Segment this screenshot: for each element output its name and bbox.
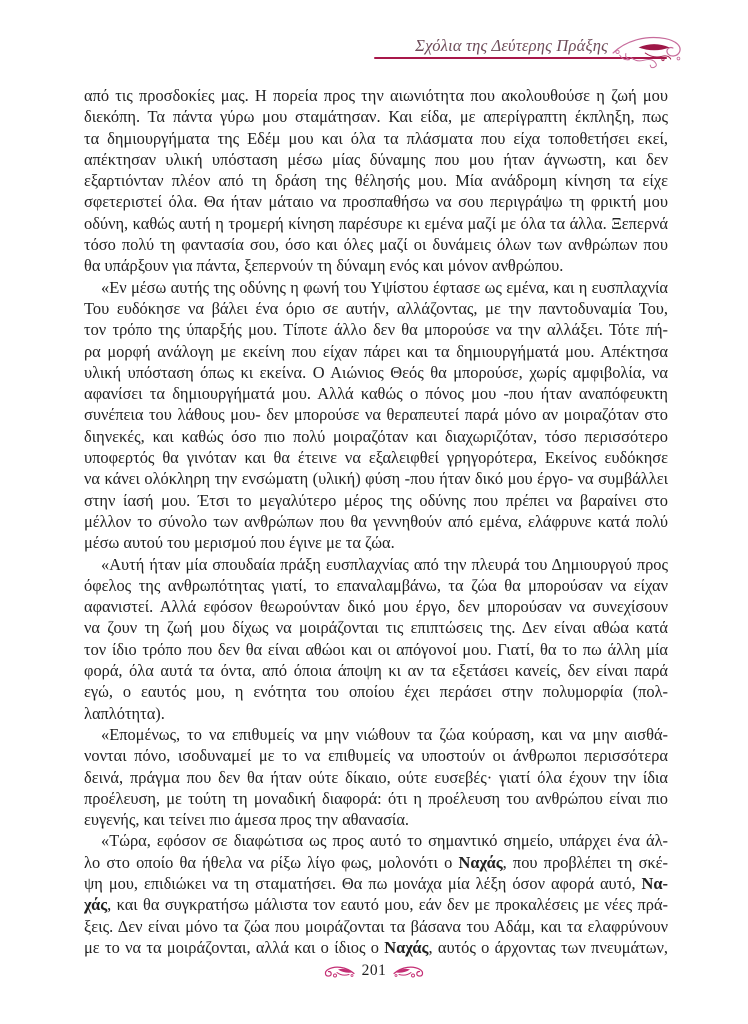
text-line: ρα μορφή ανάλογη με εκείνη που είχαν πάρει και τα δημιουργήματά μου. Απέκτησα [84,341,668,361]
text-line: να ζουν τη ζωή μου δίχως να μοιράζονται τις επιπτώσεις της. Δεν είναι αθώα κατά [84,618,668,638]
text-line: τον τρόπο της ύπαρξής μου. Τίποτε άλλο δεν θα μπορούσε να την αλλάξει. Τότε πή- [84,320,668,340]
text-line: διηνεκές, και καθώς όσο πιο πολύ μοιραζόταν και διαχωριζόταν, τόσο περισσότερο [84,426,668,446]
text-line: να κάνει ολόκληρη την ενσώματη (υλική) φύση -που ήταν δικό μου έργο- να συμβάλλει [84,469,668,489]
text-line: διεκόπη. Τα πάντα γύρω μου σταμάτησαν. Και είδα, με απερίγραπτη έκπληξη, πως [84,107,668,127]
text-line: σφετεριστεί όλα. Θα ήταν μάταιο να προσπαθήσω να σου περιγράψω τη φρικτή μου [84,192,668,212]
text-line: λαπλότητα). [84,703,165,723]
text-line: στην ίασή μου. Έτσι το μεγαλύτερο μέρος της οδύνης που πρέπει να βαραίνει στο [84,490,668,510]
page-number: 201 [361,962,387,979]
text-line: χάς, και θα συγκρατήσω μάλιστα τον εαυτό μου, εάν δεν με προκαλέσεις με νέες πρά- [84,895,668,915]
page-footer [0,958,748,984]
text-line: «Εν μέσω αυτής της οδύνης η φωνή του Υψίστου έφτασε ως εμένα, και η ευσπλαχνία [101,277,668,297]
text-line: δεινά, πράγμα που δεν θα ήταν ούτε δίκαιο, ούτε ευσεβές· γιατί όλα έχουν την ίδια [84,767,668,787]
text-line: ξεις. Δεν είναι μόνο τα ζώα που μοιράζονται τα βάσανα του Αδάμ, και τα ελαφρύνουν [84,916,668,936]
text-line: τα δημιουργήματα της Εδέμ μου και όλα τα πλάσματα που είχα τοποθετήσει εκεί, [84,128,668,148]
text-line: τόσο πολύ τη φαντασία σου, όσο και όλες μαζί οι δυνάμεις όλων των ανθρώπων που [84,235,668,255]
text-line: μέσω αυτού του μερισμού που έγινε με τα ζώα. [84,533,395,553]
footer-ornament-right-icon [393,963,425,980]
text-line: νονται πόνο, ισοδυναμεί με το να επιθυμείς να υποστούν οι άνθρωποι περισσότερα [84,746,668,766]
text-line: λο στο οποίο θα ήθελα να ρίξω λίγο φως, μολονότι ο Ναχάς, που προβλέπει τη σκέ- [84,852,669,872]
text-line: μέλλον το σύνολο των ανθρώπων που θα γεννηθούν από εμένα, ελάφρυνε κατά πολύ [84,511,668,531]
text-line: υποφερτός θα γινόταν και θα έτεινε να εξαλειφθεί γρηγορότερα, Εκείνος ευδόκησε [84,448,668,468]
text-line: τον ίδιο τρόπο που δεν θα είναι αθώοι και οι απόγονοί μου. Γιατί, θα το πω άλλη μία [84,639,668,659]
text-line: «Επομένως, το να επιθυμείς να μην νιώθουν τα ζώα κούραση, και να μην αισθά- [101,724,668,744]
text-line: προέλευση, με τούτη τη μοναδική διαφορά: ότι η προέλευση του ανθρώπου είναι πιο [84,788,668,808]
footer-ornament-left-icon [323,963,355,980]
header-flourish-ornament-icon [612,27,684,69]
text-line: φορά, όλα αυτά τα όντα, από όποια άποψη κι αν τα εξετάσει κανείς, δεν είναι παρά [84,661,668,681]
text-line: «Αυτή ήταν μία σπουδαία πράξη ευσπλαχνίας από την πλευρά του Δημιουργού προς [101,554,668,574]
text-line: οδύνη, καθώς αυτή η τρομερή κίνηση παρέσυρε κι εμένα μαζί με όλα τα άλλα. Ξεπερνά [84,213,668,233]
text-line: εξαρτιόνταν πλέον από τη δράση της θέλησής μου. Μία ανάδρομη κίνηση τα είχε [84,171,668,191]
running-header-title: Σχόλια της Δεύτερης Πράξης [415,36,608,55]
text-line: Του ευδόκησε να βάλει ένα όριο σε αυτήν, αλλάζοντας, με την παντοδυναμία Του, [84,298,668,318]
text-line: όφελος της ανθρωπότητας γιατί, το επαναλαμβάνω, τα ζώα θα μπορούσαν να είχαν [84,575,668,595]
text-line: ψη μου, επιδιώκει να τη σταματήσει. Θα πω μονάχα μία λέξη όσον αφορά αυτό, Να- [84,873,668,893]
text-line: θα υπάρξουν για πάντα, ξεπερνούν τη δύναμη ενός και μόνον ανθρώπου. [84,256,564,276]
text-line: αφανιστεί. Αλλά εφόσον θεωρούνταν δικό μου έργο, δεν μπορούσαν να συνεχίσουν [84,597,668,617]
text-line: υλική υπόσταση όπως κι εκείνα. Ο Αιώνιος Θεός θα μπορούσε, χωρίς αμφιβολία, να [84,362,668,382]
text-line: αφανίσει τα δημιουργήματά μου. Αλλά καθώς ο πόνος μου -που ήταν αναπόφευκτη [84,384,668,404]
text-line: «Τώρα, εφόσον σε διαφώτισα ως προς αυτό το σημαντικό σημείο, υπάρχει ένα άλ- [101,831,668,851]
text-line: ευγενής, και τείνει πιο άμεσα προς την αθανασία. [84,810,410,830]
body-text [84,85,668,958]
text-line: από τις προσδοκίες μας. Η πορεία προς την αιωνιότητα που ακολουθούσε η ζωή μου [84,86,668,105]
text-line: εγώ, ο εαυτός μου, η ενότητα του οποίου έχει περάσει στην πολυμορφία (πολ- [84,682,668,702]
text-line: με το να τα μοιράζονται, αλλά και ο ίδιος ο Ναχάς, αυτός ο άρχοντας των πνευμάτων, [84,937,668,957]
text-line: απέκτησαν υλική υπόσταση μέσω μίας δύναμης που μου ήταν άγνωστη, και δεν [84,149,668,169]
text-line: συνέπεια του λάθους μου- δεν μπορούσε να θεραπευτεί παρά μόνο αν μοιραζόταν στο [84,405,668,425]
